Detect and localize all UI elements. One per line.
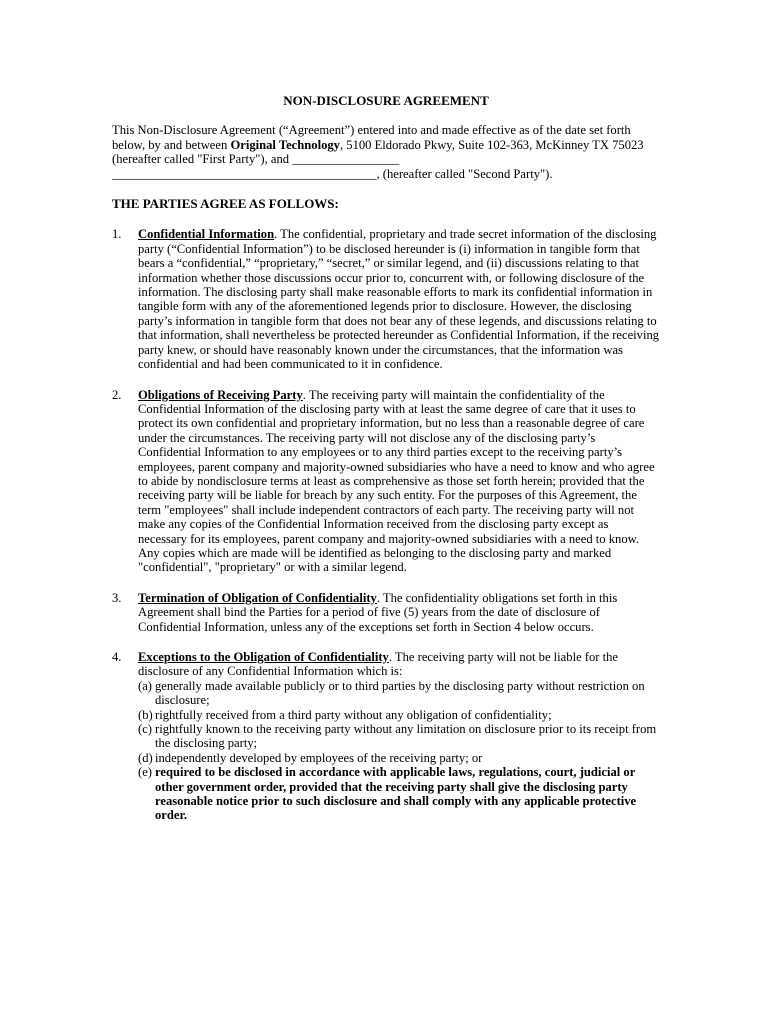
exceptions-list — [138, 679, 660, 823]
document-page — [112, 94, 660, 839]
section-exceptions — [112, 650, 660, 823]
section-number: 3. — [112, 590, 122, 605]
intro-text-1: This Non-Disclosure Agreement (“Agreement”) entered into and made effective as of the date set forth below, by and between — [112, 123, 631, 152]
item-letter: (c) — [138, 722, 152, 737]
section-confidential-information — [112, 227, 660, 371]
document-title: NON-DISCLOSURE AGREEMENT — [283, 93, 489, 108]
section-obligations-of-receiving-party — [112, 388, 660, 575]
item-letter: (a) — [138, 678, 152, 693]
item-text: rightfully known to the receiving party without any limitation on disclosure prior to its receipt from the disclosing party; — [155, 722, 657, 751]
section-body: . The receiving party will maintain the confidentiality of the Confidential Information of the disclosing party with at least the same degree of care that it uses to protect its own confidential and proprietary information, but no less than a reasonable degree of care under the circumstances. The receiving party will not disclose any of the disclosing party’s Confidential Information to any employees or to any third parties except to the receiving party’s employees, parent company and majority-owned subsidiaries who have a need to know and who agree to abide by nondisclosure terms at least as comprehensive as those set forth herein; provided that the receiving party will be liable for breach by any such entity. For the purposes of this Agreement, the term "employees" shall include independent contractors of each party. The receiving party will not make any copies of the Confidential Information received from the disclosing party except as necessary for its employees, parent company and majority-owned subsidiaries with a need to know. Any copies which are made will be identified as belonging to the disclosing party and marked "confidential", "proprietary" or with a similar legend. — [138, 387, 655, 575]
intro-paragraph — [112, 123, 660, 181]
list-item — [138, 765, 660, 823]
section-title: Termination of Obligation of Confidentiality — [138, 590, 377, 605]
section-number: 2. — [112, 387, 122, 402]
section-number: 4. — [112, 650, 122, 664]
list-item — [138, 708, 660, 722]
section-body: . The receiving party will not be liable for the disclosure of any Confidential Information which is: — [138, 650, 619, 679]
item-letter: (d) — [138, 750, 153, 765]
section-title: Exceptions to the Obligation of Confidentiality — [138, 650, 389, 664]
item-letter: (e) — [138, 765, 152, 780]
intro-text-2: , 5100 Eldorado Pkwy, Suite 102-363, McKinney TX 75023 (hereafter called "First Party"), and _________________ __________________________________________, (hereafter called "Second Party"). — [112, 137, 644, 181]
section-termination-of-obligation — [112, 591, 660, 634]
section-body: . The confidentiality obligations set forth in this Agreement shall bind the Parties for a period of five (5) years from the date of disclosure of Confidential Information, unless any of the exceptions set forth in Section 4 below occurs. — [138, 590, 618, 634]
item-text: rightfully received from a third party without any obligation of confidentiality; — [155, 707, 552, 722]
agreement-heading: THE PARTIES AGREE AS FOLLOWS: — [112, 196, 339, 212]
item-text: independently developed by employees of the receiving party; or — [155, 750, 483, 765]
item-letter: (b) — [138, 707, 153, 722]
list-item — [138, 679, 660, 708]
item-text: generally made available publicly or to third parties by the disclosing party without restriction on disclosure; — [155, 678, 645, 708]
company-name: Original Technology — [230, 137, 340, 152]
list-item — [138, 722, 660, 751]
item-text: required to be disclosed in accordance with applicable laws, regulations, court, judicial or other government order, provided that the receiving party shall give the disclosing party reasonable notice prior to such disclosure and shall comply with any applicable protective order. — [155, 765, 637, 823]
section-title: Confidential Information — [138, 227, 275, 242]
section-title: Obligations of Receiving Party — [138, 387, 303, 402]
section-number: 1. — [112, 227, 122, 242]
list-item — [138, 751, 660, 765]
section-body: . The confidential, proprietary and trade secret information of the disclosing party (“Confidential Information”) to be disclosed hereunder is (i) information in tangible form that bears a “confidential,” “proprietary,” “secret,” or similar legend, and (ii) discussions relating to that information whether those discussions occur prior to, concurrent with, or following disclosure of the information. The disclosing party shall make reasonable efforts to mark its confidential information in tangible form with any of the aforementioned legends prior to disclosure. However, the disclosing party’s information in tangible form that does not bear any of these legends, and discussions relating to that information, shall nevertheless be protected hereunder as Confidential Information, if the receiving party knew, or should have reasonably known under the circumstances, that the information was confidential and had been communicated to it in confidence. — [138, 227, 660, 372]
